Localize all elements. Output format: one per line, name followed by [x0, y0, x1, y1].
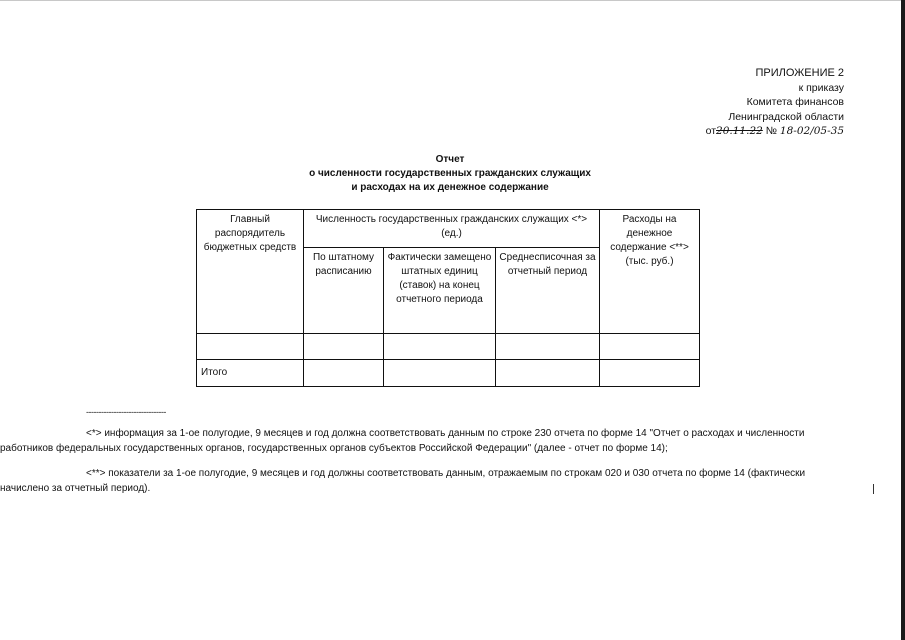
subheader-staff-schedule: По штатному расписанию — [304, 248, 384, 334]
table-total-row — [197, 360, 700, 387]
appendix-date-number — [706, 124, 844, 139]
table-cell — [384, 360, 496, 387]
footnote-2-line-1: <**> показатели за 1-ое полугодие, 9 месяцев и год должны соответствовать данным, отражаемым по строкам 020 и 030 отчета по форме 14 (фактически — [86, 468, 806, 479]
margin-mark — [873, 484, 874, 494]
footnote-1-line-1: <*> информация за 1-ое полугодие, 9 месяцев и год должна соответствовать данным по строке 230 отчета по форме 14 "Отчет о расходах и численности — [86, 428, 805, 439]
page-top-edge — [0, 0, 905, 1]
header-main-manager: Главный распорядитель бюджетных средств — [197, 210, 304, 334]
table-cell — [304, 334, 384, 360]
subheader-actual-filled: Фактически замещено штатных единиц (ставок) на конец отчетного периода — [384, 248, 496, 334]
footnote-2-line-2: начислено за отчетный период). — [0, 482, 151, 494]
report-title-line-3: и расходах на их денежное содержание — [351, 182, 549, 193]
appendix-title: ПРИЛОЖЕНИЕ 2 — [755, 67, 844, 79]
table-cell — [496, 360, 600, 387]
appendix-committee: Комитета финансов — [746, 96, 844, 108]
report-table — [196, 209, 700, 387]
table-cell — [496, 334, 600, 360]
number-prefix: № — [765, 125, 777, 137]
table-cell — [600, 334, 700, 360]
total-label: Итого — [197, 360, 304, 387]
table-cell — [304, 360, 384, 387]
footnote-1-line-2: работников федеральных государственных органов, государственных органов субъектов Российской Федерации" (далее - отчет по форме 14); — [0, 442, 668, 454]
table-cell — [197, 334, 304, 360]
footnote-2 — [0, 467, 846, 496]
date-prefix: от — [705, 125, 717, 137]
footnote-1 — [0, 427, 846, 456]
report-title-line-1: Отчет — [435, 154, 465, 165]
table-cell — [600, 360, 700, 387]
handwritten-date: 20.11.22 — [716, 125, 763, 137]
page-right-edge — [901, 0, 905, 640]
footnote-separator: -------------------------------- — [86, 407, 166, 417]
appendix-header — [706, 66, 844, 139]
subheader-average-count: Среднесписочная за отчетный период — [496, 248, 600, 334]
appendix-region: Ленинградской области — [728, 110, 844, 123]
header-expenses: Расходы на денежное содержание <**> (тыс. руб.) — [600, 210, 700, 334]
report-title-line-2: о численности государственных гражданских служащих — [309, 168, 591, 179]
table-cell — [384, 334, 496, 360]
header-employee-count: Численность государственных гражданских служащих <*> (ед.) — [304, 210, 600, 248]
table-row — [197, 334, 700, 360]
report-title — [300, 153, 600, 195]
handwritten-number: 18-02/05-35 — [779, 125, 844, 137]
appendix-order-ref: к приказу — [798, 81, 844, 94]
